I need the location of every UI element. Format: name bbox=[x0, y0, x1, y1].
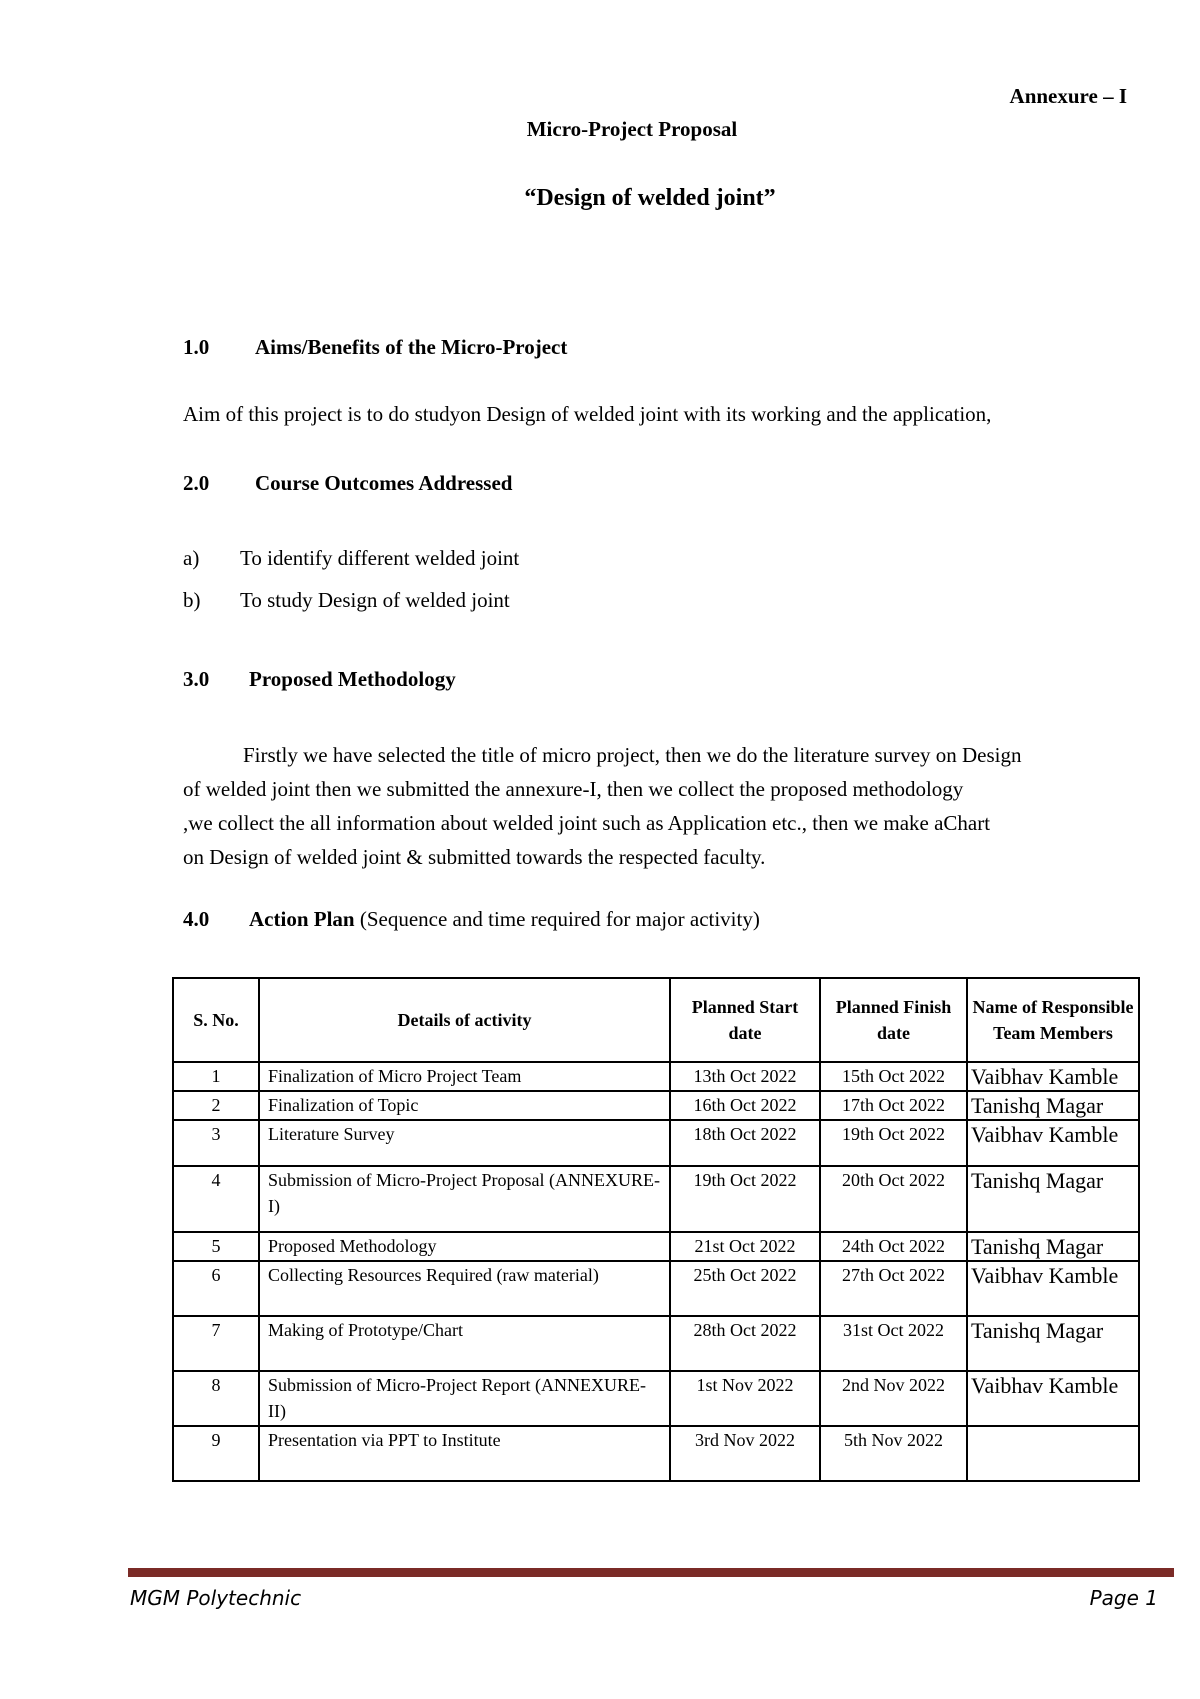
cell-finish-date: 20th Oct 2022 bbox=[820, 1166, 967, 1232]
cell-sno: 4 bbox=[173, 1166, 259, 1232]
cell-start-date: 19th Oct 2022 bbox=[670, 1166, 820, 1232]
cell-sno: 2 bbox=[173, 1091, 259, 1120]
section-2-number: 2.0 bbox=[183, 471, 210, 495]
cell-sno: 9 bbox=[173, 1426, 259, 1481]
proposal-title: Micro-Project Proposal bbox=[526, 117, 738, 141]
methodology-paragraph bbox=[183, 738, 1153, 874]
section-3-heading bbox=[183, 667, 456, 692]
header-details: Details of activity bbox=[259, 978, 670, 1062]
cell-activity: Submission of Micro-Project Report (ANNEXURE-II) bbox=[259, 1371, 670, 1426]
cell-finish-date: 24th Oct 2022 bbox=[820, 1232, 967, 1261]
table-row bbox=[173, 1120, 1139, 1166]
cell-activity: Collecting Resources Required (raw material) bbox=[259, 1261, 670, 1316]
cell-sno: 1 bbox=[173, 1062, 259, 1091]
cell-activity: Literature Survey bbox=[259, 1120, 670, 1166]
methodology-line: of welded joint then we submitted the annexure-I, then we collect the proposed methodology bbox=[183, 777, 964, 801]
cell-start-date: 13th Oct 2022 bbox=[670, 1062, 820, 1091]
footer-page-number: Page 1 bbox=[1089, 1586, 1158, 1610]
header-start-date: Planned Start date bbox=[670, 978, 820, 1062]
cell-start-date: 18th Oct 2022 bbox=[670, 1120, 820, 1166]
cell-sno: 3 bbox=[173, 1120, 259, 1166]
cell-member: Vaibhav Kamble bbox=[967, 1062, 1139, 1091]
header-sno: S. No. bbox=[173, 978, 259, 1062]
footer-institute: MGM Polytechnic bbox=[130, 1586, 302, 1610]
cell-finish-date: 31st Oct 2022 bbox=[820, 1316, 967, 1371]
cell-finish-date: 5th Nov 2022 bbox=[820, 1426, 967, 1481]
table-row bbox=[173, 1371, 1139, 1426]
cell-member: Tanishq Magar bbox=[967, 1316, 1139, 1371]
table-row bbox=[173, 1261, 1139, 1316]
cell-finish-date: 15th Oct 2022 bbox=[820, 1062, 967, 1091]
section-1-text: Aim of this project is to do studyon Design of welded joint with its working and the application, bbox=[183, 402, 992, 426]
header-finish-date: Planned Finish date bbox=[820, 978, 967, 1062]
cell-finish-date: 17th Oct 2022 bbox=[820, 1091, 967, 1120]
table-row bbox=[173, 1316, 1139, 1371]
table-header-row bbox=[173, 978, 1139, 1062]
section-4-heading bbox=[183, 907, 760, 932]
action-plan-table bbox=[172, 977, 1140, 1482]
cell-activity: Submission of Micro-Project Proposal (ANNEXURE-I) bbox=[259, 1166, 670, 1232]
methodology-line: ,we collect the all information about welded joint such as Application etc., then we make aChart bbox=[183, 811, 991, 835]
cell-sno: 6 bbox=[173, 1261, 259, 1316]
cell-sno: 8 bbox=[173, 1371, 259, 1426]
cell-member: Tanishq Magar bbox=[967, 1166, 1139, 1232]
cell-activity: Finalization of Topic bbox=[259, 1091, 670, 1120]
section-3-number: 3.0 bbox=[183, 667, 210, 691]
section-4-title: Action Plan bbox=[249, 907, 355, 931]
annexure-label: Annexure – I bbox=[1009, 84, 1127, 108]
cell-sno: 7 bbox=[173, 1316, 259, 1371]
cell-member: Vaibhav Kamble bbox=[967, 1261, 1139, 1316]
cell-finish-date: 19th Oct 2022 bbox=[820, 1120, 967, 1166]
section-1-title: Aims/Benefits of the Micro-Project bbox=[255, 335, 568, 359]
cell-activity: Making of Prototype/Chart bbox=[259, 1316, 670, 1371]
cell-start-date: 1st Nov 2022 bbox=[670, 1371, 820, 1426]
outcome-item-b bbox=[183, 588, 510, 613]
table-row bbox=[173, 1166, 1139, 1232]
cell-member: Vaibhav Kamble bbox=[967, 1120, 1139, 1166]
cell-finish-date: 27th Oct 2022 bbox=[820, 1261, 967, 1316]
section-3-title: Proposed Methodology bbox=[249, 667, 456, 691]
section-2-title: Course Outcomes Addressed bbox=[255, 471, 513, 495]
methodology-line: on Design of welded joint & submitted towards the respected faculty. bbox=[183, 845, 766, 869]
section-4-number: 4.0 bbox=[183, 907, 210, 931]
cell-member: Tanishq Magar bbox=[967, 1091, 1139, 1120]
table-row bbox=[173, 1091, 1139, 1120]
cell-activity: Proposed Methodology bbox=[259, 1232, 670, 1261]
table-body bbox=[173, 1062, 1139, 1481]
outcome-marker: a) bbox=[183, 546, 200, 570]
section-2-heading bbox=[183, 471, 512, 496]
cell-sno: 5 bbox=[173, 1232, 259, 1261]
section-1-number: 1.0 bbox=[183, 335, 210, 359]
section-1-heading bbox=[183, 335, 567, 360]
cell-start-date: 28th Oct 2022 bbox=[670, 1316, 820, 1371]
outcome-text: To identify different welded joint bbox=[240, 546, 520, 570]
table-row bbox=[173, 1232, 1139, 1261]
cell-activity: Presentation via PPT to Institute bbox=[259, 1426, 670, 1481]
project-title: “Design of welded joint” bbox=[524, 185, 776, 211]
outcome-marker: b) bbox=[183, 588, 201, 612]
cell-start-date: 25th Oct 2022 bbox=[670, 1261, 820, 1316]
footer-rule bbox=[128, 1568, 1174, 1577]
cell-activity: Finalization of Micro Project Team bbox=[259, 1062, 670, 1091]
outcome-item-a bbox=[183, 546, 519, 571]
table-row bbox=[173, 1426, 1139, 1481]
cell-start-date: 3rd Nov 2022 bbox=[670, 1426, 820, 1481]
header-team-members: Name of Responsible Team Members bbox=[967, 978, 1139, 1062]
cell-member: Tanishq Magar bbox=[967, 1232, 1139, 1261]
cell-member: Vaibhav Kamble bbox=[967, 1371, 1139, 1426]
cell-start-date: 16th Oct 2022 bbox=[670, 1091, 820, 1120]
cell-member bbox=[967, 1426, 1139, 1481]
outcome-text: To study Design of welded joint bbox=[240, 588, 510, 612]
cell-finish-date: 2nd Nov 2022 bbox=[820, 1371, 967, 1426]
section-4-subtitle: (Sequence and time required for major activity) bbox=[359, 907, 760, 931]
cell-start-date: 21st Oct 2022 bbox=[670, 1232, 820, 1261]
methodology-line: Firstly we have selected the title of micro project, then we do the literature survey on Design bbox=[243, 743, 1022, 767]
table-row bbox=[173, 1062, 1139, 1091]
